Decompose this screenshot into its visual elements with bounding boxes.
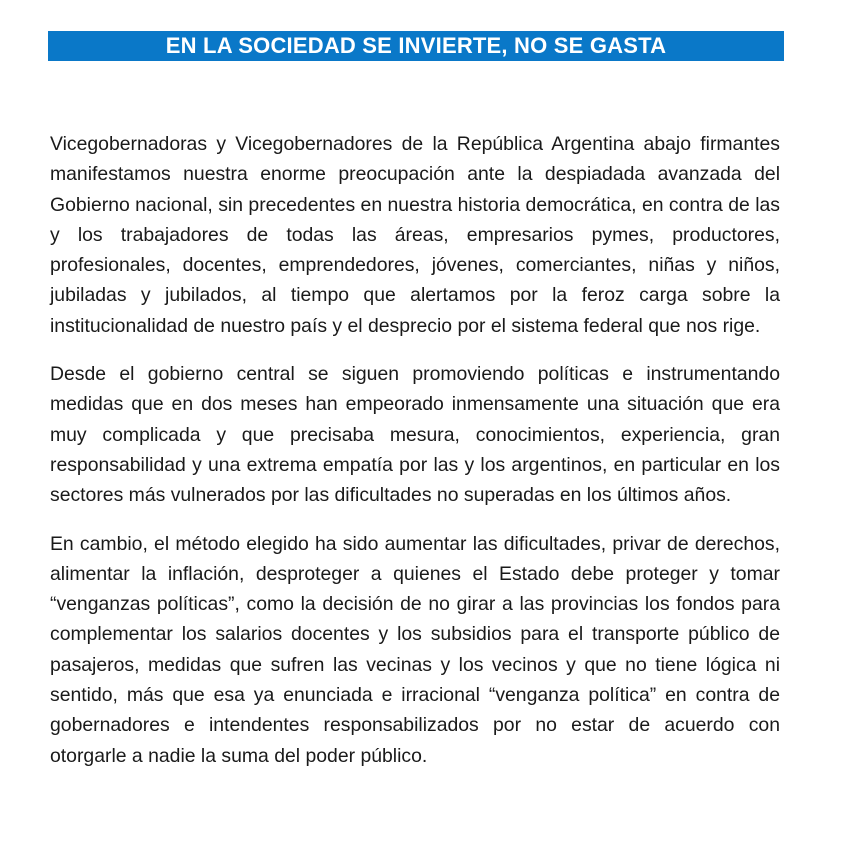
paragraph-1: Vicegobernadoras y Vicegobernadores de la República Argentina abajo firmantes manifestamos nuestra enorme preocupación ante la despiadada avanzada del Gobierno nacional, sin precedentes en nuestra historia democrática, en contra de las y los trabajadores de todas las áreas, empresarios pymes, productores, profesionales, docentes, emprendedores, jóvenes, comerciantes, niñas y niños, jubiladas y jubilados, al tiempo que alertamos por la feroz carga sobre la institucionalidad de nuestro país y el desprecio por el sistema federal que nos rige.: [50, 133, 780, 337]
paragraph-2: Desde el gobierno central se siguen promoviendo políticas e instrumentando medidas que en dos meses han empeorado inmensamente una situación que era muy complicada y que precisaba mesura, conocimientos, experiencia, gran responsabilidad y una extrema empatía por las y los argentinos, en particular en los sectores más vulnerados por las dificultades no superadas en los últimos años.: [50, 363, 780, 507]
document-body: [50, 129, 780, 789]
paragraph-3: En cambio, el método elegido ha sido aumentar las dificultades, privar de derechos, alimentar la inflación, desproteger a quienes el Estado debe proteger y tomar “venganzas políticas”, como la decisión de no girar a las provincias los fondos para complementar los salarios docentes y los subsidios para el transporte público de pasajeros, medidas que sufren las vecinas y los vecinos y que no tiene lógica ni sentido, más que esa ya enunciada e irracional “venganza política” en contra de gobernadores e intendentes responsabilizados por no estar de acuerdo con otorgarle a nadie la suma del poder público.: [50, 532, 780, 767]
document-title: EN LA SOCIEDAD SE INVIERTE, NO SE GASTA: [165, 33, 667, 58]
title-banner: [48, 31, 784, 61]
